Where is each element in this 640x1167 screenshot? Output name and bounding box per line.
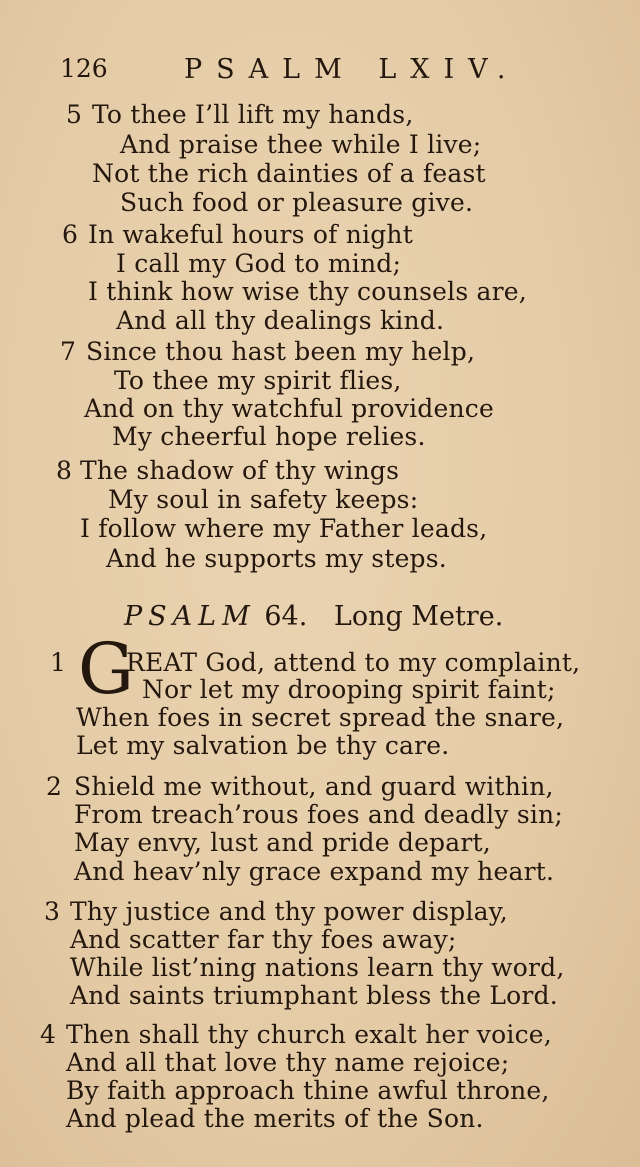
verse-line: I follow where my Father leads,: [80, 514, 488, 543]
verse-line: Such food or pleasure give.: [120, 188, 474, 217]
page-header: [60, 54, 620, 94]
verse-line: And all thy dealings kind.: [116, 306, 445, 335]
verse-line: I think how wise thy counsels are,: [88, 277, 527, 306]
page-number: 126: [60, 54, 108, 83]
verse-line: And heav’nly grace expand my heart.: [74, 857, 555, 886]
verse-line: By faith approach thine awful throne,: [66, 1076, 550, 1105]
metre-label: Long Metre.: [333, 601, 504, 632]
verse-line: Then shall thy church exalt her voice,: [66, 1020, 552, 1049]
verse-number: 7: [60, 337, 76, 366]
verse-line: I call my God to mind;: [116, 249, 402, 278]
verse-number: 1: [50, 648, 66, 677]
verse-line: May envy, lust and pride depart,: [74, 828, 491, 857]
verse-line: And saints triumphant bless the Lord.: [70, 981, 558, 1010]
verse-number: 2: [46, 772, 62, 801]
verse-number: 8: [56, 456, 72, 485]
psalm-heading: [124, 601, 503, 632]
verse-line: From treach’rous foes and deadly sin;: [74, 800, 563, 829]
psalm-word: PSALM: [124, 601, 256, 632]
verse-number: 5: [66, 100, 82, 129]
verse-line: While list’ning nations learn thy word,: [70, 953, 565, 982]
verse-line: And on thy watchful providence: [84, 394, 494, 423]
verse-number: 3: [44, 897, 60, 926]
drop-cap: G: [78, 628, 134, 710]
verse-line: And he supports my steps.: [106, 544, 447, 573]
verse-line: And praise thee while I live;: [120, 130, 482, 159]
verse-line: To thee I’ll lift my hands,: [92, 100, 414, 129]
verse-line: To thee my spirit flies,: [114, 366, 402, 395]
verse-line: In wakeful hours of night: [88, 220, 413, 249]
verse-line: My soul in safety keeps:: [108, 485, 419, 514]
psalm-number: 64.: [264, 601, 308, 632]
verse-line: The shadow of thy wings: [80, 456, 400, 485]
verse-line: Not the rich dainties of a feast: [92, 159, 486, 188]
verse-line: Shield me without, and guard within,: [74, 772, 554, 801]
verse-line: REAT God, attend to my complaint,: [126, 648, 581, 677]
verse-line: Nor let my drooping spirit faint;: [142, 675, 556, 704]
verse-line: And all that love thy name rejoice;: [66, 1048, 510, 1077]
verse-number: 6: [62, 220, 78, 249]
verse-line: Since thou hast been my help,: [86, 337, 476, 366]
verse-line: And scatter far thy foes away;: [70, 925, 457, 954]
verse-line: Let my salvation be thy care.: [76, 731, 450, 760]
verse-line: When foes in secret spread the snare,: [76, 703, 565, 732]
verse-line: My cheerful hope relies.: [112, 422, 426, 451]
verse-line: Thy justice and thy power display,: [70, 897, 508, 926]
verse-number: 4: [40, 1020, 56, 1049]
running-title: PSALM LXIV.: [184, 54, 520, 85]
verse-line: And plead the merits of the Son.: [66, 1104, 484, 1133]
